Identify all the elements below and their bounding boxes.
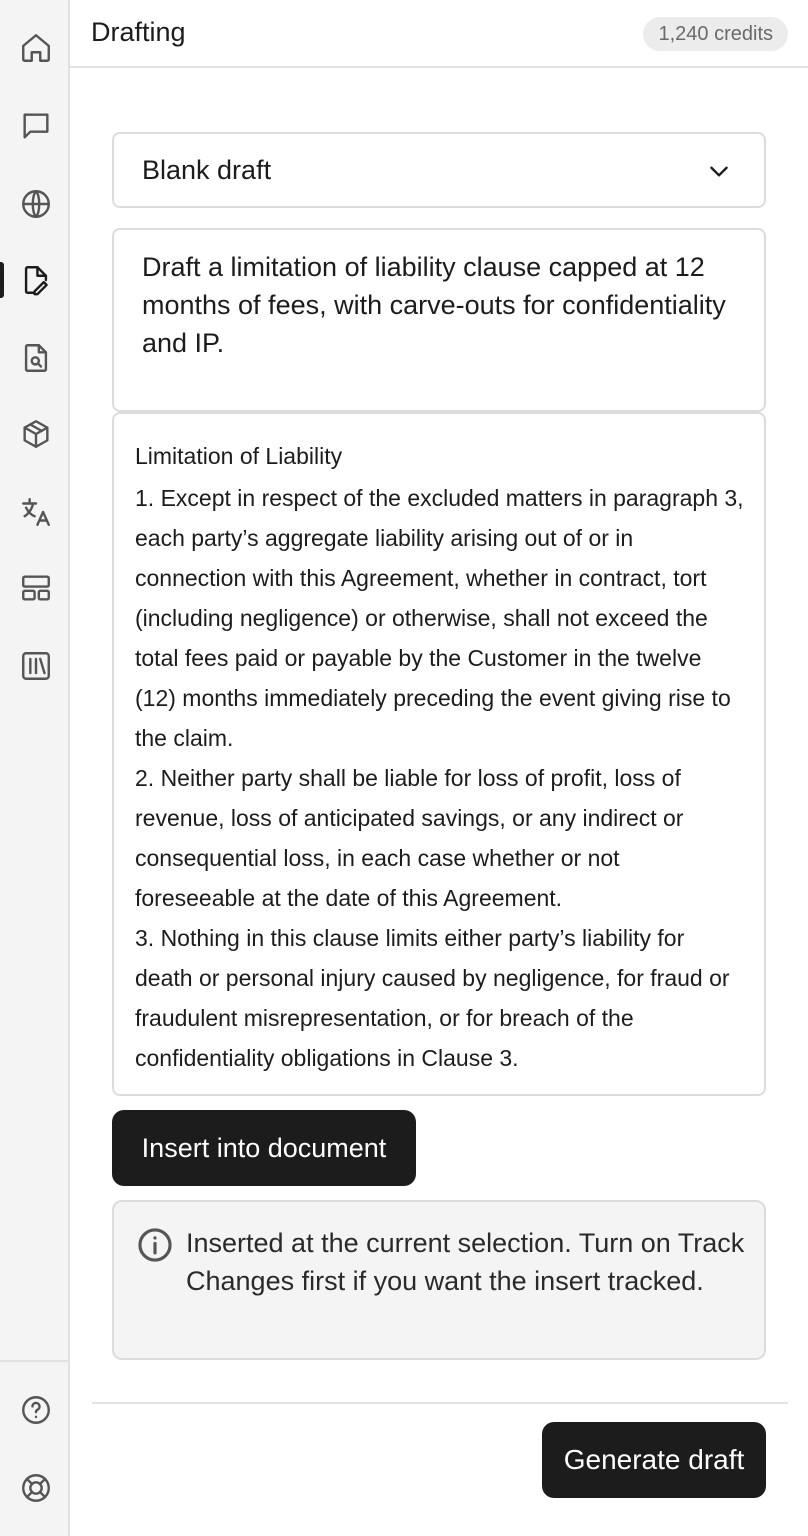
box-icon bbox=[19, 417, 53, 451]
sidebar-item-support[interactable] bbox=[12, 1464, 60, 1512]
info-callout bbox=[112, 1200, 766, 1360]
info-icon bbox=[136, 1226, 174, 1264]
library-icon bbox=[19, 649, 53, 683]
globe-icon bbox=[19, 187, 53, 221]
help-circle-icon bbox=[19, 1393, 53, 1427]
output-paragraph: 1. Except in respect of the excluded matters in paragraph 3, each party’s aggregate liability arising out of or in connection with this Agreement, whether in contract, tort (including negligence) or otherwise, shall not exceed the total fees paid or payable by the Customer in the twelve (12) months immediately preceding the event giving rise to the claim. bbox=[135, 485, 744, 751]
sidebar-item-help[interactable] bbox=[12, 1386, 60, 1434]
file-search-icon bbox=[19, 341, 53, 375]
draft-type-select[interactable] bbox=[112, 132, 766, 208]
draft-type-value: Blank draft bbox=[142, 155, 272, 185]
info-text: Inserted at the current selection. Turn on Track Changes first if you want the insert tracked. bbox=[186, 1228, 745, 1296]
credits-badge: 1,240 credits bbox=[643, 17, 788, 51]
chevron-down-icon bbox=[706, 158, 732, 184]
page-title: Drafting bbox=[91, 17, 186, 47]
prompt-input[interactable] bbox=[112, 228, 766, 412]
sidebar-item-home[interactable] bbox=[12, 24, 60, 72]
sidebar-item-library[interactable] bbox=[12, 642, 60, 690]
home-icon bbox=[19, 31, 53, 65]
sidebar-item-drafting[interactable] bbox=[12, 256, 60, 304]
header bbox=[70, 0, 808, 68]
generate-draft-button[interactable]: Generate draft bbox=[542, 1422, 766, 1498]
active-indicator bbox=[0, 262, 4, 298]
sidebar-item-web[interactable] bbox=[12, 180, 60, 228]
sidebar bbox=[0, 0, 70, 1536]
output-paragraph: 3. Nothing in this clause limits either party’s liability for death or personal injury caused by negligence, for fraud or fraudulent misrepresentation, or for breach of the confidentiality obligations in Clause 3. bbox=[135, 925, 730, 1071]
sidebar-divider bbox=[0, 1360, 68, 1362]
draft-output bbox=[112, 412, 766, 1096]
output-paragraph: 2. Neither party shall be liable for loss of profit, loss of revenue, loss of anticipated savings, or any indirect or consequential loss, in each case whether or not foreseeable at the date of this Agreement. bbox=[135, 765, 684, 911]
output-heading: Limitation of Liability bbox=[135, 443, 343, 469]
sidebar-item-chat[interactable] bbox=[12, 102, 60, 150]
layout-icon bbox=[19, 571, 53, 605]
sidebar-item-templates[interactable] bbox=[12, 564, 60, 612]
sidebar-item-review[interactable] bbox=[12, 334, 60, 382]
footer-divider bbox=[92, 1402, 788, 1404]
message-icon bbox=[19, 109, 53, 143]
sidebar-item-packages[interactable] bbox=[12, 410, 60, 458]
translate-icon bbox=[19, 495, 53, 529]
file-pen-icon bbox=[19, 263, 53, 297]
insert-into-document-button[interactable]: Insert into document bbox=[112, 1110, 416, 1186]
lifebuoy-icon bbox=[19, 1471, 53, 1505]
sidebar-item-translate[interactable] bbox=[12, 488, 60, 536]
